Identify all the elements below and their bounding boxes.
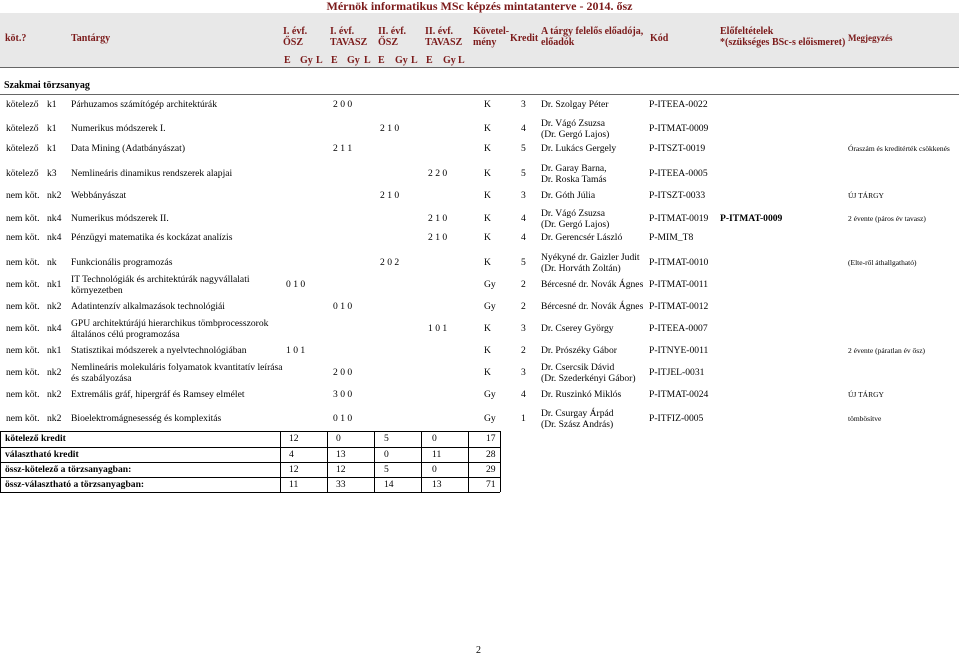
summary-gridline — [468, 431, 469, 492]
table-row — [0, 318, 959, 340]
row-lecturer-line2: (Dr. Gergó Lajos) — [541, 219, 610, 230]
summary-label: össz-választható a törzsanyagban: — [5, 479, 145, 490]
row-code: P-ITEEA-0005 — [649, 168, 708, 179]
row-requirement: K — [484, 123, 491, 134]
row-lecturer-line2: (Dr. Horváth Zoltán) — [541, 263, 621, 274]
summary-value: 11 — [432, 449, 442, 460]
summary-gridline — [374, 431, 375, 492]
summary-gridline — [0, 447, 500, 448]
row-hours: 1 0 1 — [286, 345, 306, 356]
row-note: ÚJ TÁRGY — [848, 390, 884, 399]
summary-value: 33 — [336, 479, 346, 490]
row-kredit: 2 — [521, 345, 526, 356]
row-kredit: 1 — [521, 413, 526, 424]
header-kot: köt.? — [5, 33, 27, 44]
row-kredit: 3 — [521, 99, 526, 110]
row-code: P-ITMAT-0011 — [649, 279, 708, 290]
row-kot: nem köt. — [6, 367, 40, 378]
table-row — [0, 190, 959, 208]
row-kot: nem köt. — [6, 257, 40, 268]
row-name-line2: környezetben — [71, 285, 123, 296]
header-kovetelmeny: Követel- mény — [473, 26, 510, 48]
header-egy-label: L — [458, 55, 465, 66]
row-lecturer: Dr. Lukács Gergely — [541, 143, 617, 154]
row-hours: 2 0 0 — [333, 99, 353, 110]
row-category: nk2 — [47, 301, 62, 312]
row-kot: nem köt. — [6, 389, 40, 400]
row-requirement: K — [484, 345, 491, 356]
row-code: P-ITFIZ-0005 — [649, 413, 704, 424]
row-code: P-ITEEA-0022 — [649, 99, 708, 110]
header-sem2b: II. évf. TAVASZ — [425, 26, 463, 48]
summary-value: 17 — [486, 433, 496, 444]
row-lecturer: Dr. Garay Barna, — [541, 163, 607, 174]
row-hours: 1 0 1 — [428, 323, 448, 334]
row-code: P-ITNYE-0011 — [649, 345, 709, 356]
header-sem2a: II. évf. ŐSZ — [378, 26, 407, 48]
summary-label: össz-kötelező a törzsanyagban: — [5, 464, 132, 475]
row-kot: nem köt. — [6, 279, 40, 290]
row-requirement: Gy — [484, 279, 496, 290]
row-requirement: K — [484, 323, 491, 334]
row-lecturer: Bércesné dr. Novák Ágnes — [541, 279, 644, 290]
row-hours: 2 1 0 — [380, 190, 400, 201]
table-row — [0, 301, 959, 319]
header-egy-label: L — [316, 55, 323, 66]
row-name: Nemlineáris dinamikus rendszerek alapjai — [71, 168, 233, 179]
row-requirement: Gy — [484, 301, 496, 312]
row-note: ÚJ TÁRGY — [848, 191, 884, 200]
row-kredit: 5 — [521, 168, 526, 179]
row-category: nk2 — [47, 190, 62, 201]
row-requirement: Gy — [484, 413, 496, 424]
row-category: nk4 — [47, 232, 62, 243]
row-name: IT Technológiák és architektúrák nagyvállalati — [71, 274, 250, 285]
row-lecturer: Dr. Gerencsér László — [541, 232, 623, 243]
summary-value: 12 — [289, 464, 299, 475]
summary-value: 28 — [486, 449, 496, 460]
divider — [0, 67, 959, 68]
row-name: Funkcionális programozás — [71, 257, 173, 268]
row-lecturer: Dr. Csurgay Árpád — [541, 408, 614, 419]
row-kot: nem köt. — [6, 413, 40, 424]
row-note: tömbösítve — [848, 414, 882, 423]
table-row — [0, 252, 959, 274]
row-code: P-ITMAT-0019 — [649, 213, 709, 224]
header-egy-label: Gy — [395, 55, 408, 66]
row-requirement: K — [484, 257, 491, 268]
header-eloado: A tárgy felelős előadója, előadók — [541, 26, 644, 48]
summary-value: 29 — [486, 464, 496, 475]
summary-label: kötelező kredit — [5, 433, 66, 444]
row-category: nk4 — [47, 213, 62, 224]
row-hours: 3 0 0 — [333, 389, 353, 400]
summary-gridline — [500, 431, 501, 492]
summary-value: 13 — [336, 449, 346, 460]
header-egy-label: E — [426, 55, 433, 66]
row-hours: 2 0 0 — [333, 367, 353, 378]
row-name: Data Mining (Adatbányászat) — [71, 143, 186, 154]
row-kredit: 5 — [521, 257, 526, 268]
header-sem1a: I. évf. ŐSZ — [283, 26, 308, 48]
row-lecturer: Bércesné dr. Novák Ágnes — [541, 301, 644, 312]
row-hours: 0 1 0 — [333, 301, 353, 312]
table-row — [0, 274, 959, 296]
header-egy-label: L — [364, 55, 371, 66]
row-category: nk1 — [47, 345, 62, 356]
summary-value: 12 — [336, 464, 346, 475]
row-kot: nem köt. — [6, 323, 40, 334]
summary-value: 5 — [384, 433, 389, 444]
row-kredit: 4 — [521, 389, 526, 400]
row-name: Nemlineáris molekuláris folyamatok kvantitatív leírása — [71, 362, 283, 373]
header-egy-label: E — [331, 55, 338, 66]
row-requirement: K — [484, 190, 491, 201]
row-lecturer-line2: (Dr. Szász András) — [541, 419, 614, 430]
row-requirement: K — [484, 168, 491, 179]
summary-gridline — [0, 431, 1, 492]
row-name: Pénzügyi matematika és kockázat analízis — [71, 232, 233, 243]
row-category: k3 — [47, 168, 57, 179]
row-kot: nem köt. — [6, 232, 40, 243]
row-category: k1 — [47, 99, 57, 110]
row-prerequisite: P-ITMAT-0009 — [720, 213, 783, 224]
row-lecturer-line2: (Dr. Gergó Lajos) — [541, 129, 610, 140]
row-kredit: 4 — [521, 213, 526, 224]
row-hours: 2 1 0 — [380, 123, 400, 134]
row-code: P-ITMAT-0010 — [649, 257, 709, 268]
row-note: Óraszám és kreditérték csökkenés — [848, 144, 950, 153]
summary-value: 0 — [432, 433, 437, 444]
row-lecturer: Dr. Vágó Zsuzsa — [541, 208, 606, 219]
row-code: P-ITMAT-0009 — [649, 123, 709, 134]
table-row — [0, 345, 959, 363]
row-requirement: K — [484, 367, 491, 378]
row-code: P-ITSZT-0033 — [649, 190, 706, 201]
row-hours: 2 0 2 — [380, 257, 400, 268]
summary-gridline — [0, 462, 500, 463]
summary-label: választható kredit — [5, 449, 79, 460]
summary-value: 14 — [384, 479, 394, 490]
table-row — [0, 232, 959, 250]
row-kot: nem köt. — [6, 301, 40, 312]
row-code: P-MIM_T8 — [649, 232, 694, 243]
row-kredit: 2 — [521, 301, 526, 312]
header-kredit: Kredit — [510, 33, 539, 44]
row-name: Extremális gráf, hipergráf és Ramsey elmélet — [71, 389, 245, 400]
row-lecturer: Dr. Szolgay Péter — [541, 99, 609, 110]
row-hours: 2 1 0 — [428, 232, 448, 243]
table-row — [0, 362, 959, 384]
row-kot: nem köt. — [6, 190, 40, 201]
row-category: nk2 — [47, 367, 62, 378]
row-category: nk2 — [47, 389, 62, 400]
row-kot: kötelező — [6, 143, 39, 154]
table-row — [0, 99, 959, 117]
header-megjegyzes: Megjegyzés — [848, 33, 893, 43]
row-category: nk4 — [47, 323, 62, 334]
row-lecturer: Nyékyné dr. Gaizler Judit — [541, 252, 640, 263]
table-row — [0, 208, 959, 230]
row-category: k1 — [47, 123, 57, 134]
summary-value: 0 — [336, 433, 341, 444]
header-elofeltetel: Előfeltételek *(szükséges BSc-s előismeret) — [720, 26, 846, 48]
header-egy-label: E — [284, 55, 291, 66]
row-hours: 0 1 0 — [333, 413, 353, 424]
row-name: Bioelektromágnesesség és komplexitás — [71, 413, 222, 424]
row-hours: 2 1 1 — [333, 143, 353, 154]
row-kot: kötelező — [6, 123, 39, 134]
row-lecturer: Dr. Cserey György — [541, 323, 614, 334]
row-kot: kötelező — [6, 168, 39, 179]
row-kredit: 5 — [521, 143, 526, 154]
page-title: Mérnök informatikus MSc képzés mintatanterve - 2014. ősz — [326, 0, 633, 13]
table-row — [0, 408, 959, 430]
summary-gridline — [280, 431, 281, 492]
row-lecturer: Dr. Góth Júlia — [541, 190, 596, 201]
row-requirement: K — [484, 143, 491, 154]
row-kredit: 4 — [521, 232, 526, 243]
row-requirement: K — [484, 232, 491, 243]
row-kredit: 3 — [521, 190, 526, 201]
table-row — [0, 118, 959, 140]
row-name: Numerikus módszerek II. — [71, 213, 169, 224]
row-name: Párhuzamos számítógép architektúrák — [71, 99, 217, 110]
row-kot: kötelező — [6, 99, 39, 110]
summary-value: 0 — [432, 464, 437, 475]
header-kod: Kód — [650, 33, 669, 44]
row-code: P-ITJEL-0031 — [649, 367, 705, 378]
summary-value: 11 — [289, 479, 299, 490]
row-name-line2: és szabályozása — [71, 373, 132, 384]
row-kredit: 4 — [521, 123, 526, 134]
summary-value: 0 — [384, 449, 389, 460]
table-header — [0, 13, 959, 67]
row-kredit: 3 — [521, 367, 526, 378]
row-requirement: K — [484, 99, 491, 110]
header-egy-label: L — [411, 55, 418, 66]
header-egy-label: Gy — [443, 55, 456, 66]
row-name: GPU architektúrájú hierarchikus tömbprocesszorok — [71, 318, 269, 329]
summary-gridline — [327, 431, 328, 492]
summary-value: 13 — [432, 479, 442, 490]
row-kot: nem köt. — [6, 345, 40, 356]
row-kot: nem köt. — [6, 213, 40, 224]
row-code: P-ITMAT-0012 — [649, 301, 709, 312]
row-name: Statisztikai módszerek a nyelvtechnológiában — [71, 345, 247, 356]
row-lecturer: Dr. Vágó Zsuzsa — [541, 118, 606, 129]
header-egy-label: E — [378, 55, 385, 66]
table-row — [0, 389, 959, 407]
header-egy-label: Gy — [300, 55, 313, 66]
table-row — [0, 163, 959, 185]
summary-gridline — [421, 431, 422, 492]
row-category: k1 — [47, 143, 57, 154]
row-lecturer: Dr. Ruszinkó Miklós — [541, 389, 622, 400]
header-sem1b: I. évf. TAVASZ — [330, 26, 368, 48]
row-requirement: K — [484, 213, 491, 224]
row-lecturer-line2: Dr. Roska Tamás — [541, 174, 607, 185]
row-name: Webbányászat — [71, 190, 127, 201]
summary-gridline — [0, 477, 500, 478]
page-number: 2 — [476, 645, 481, 656]
row-note: 2 évente (páros év tavasz) — [848, 214, 926, 223]
row-category: nk2 — [47, 413, 62, 424]
row-category: nk1 — [47, 279, 62, 290]
divider — [0, 94, 959, 95]
row-hours: 0 1 0 — [286, 279, 306, 290]
section-title: Szakmai törzsanyag — [4, 80, 90, 91]
row-code: P-ITSZT-0019 — [649, 143, 706, 154]
summary-gridline — [0, 431, 500, 432]
row-hours: 2 1 0 — [428, 213, 448, 224]
row-code: P-ITMAT-0024 — [649, 389, 709, 400]
row-requirement: Gy — [484, 389, 496, 400]
row-code: P-ITEEA-0007 — [649, 323, 708, 334]
table-row — [0, 143, 959, 161]
summary-gridline — [0, 492, 500, 493]
row-kredit: 2 — [521, 279, 526, 290]
row-lecturer: Dr. Csercsik Dávid — [541, 362, 615, 373]
summary-value: 71 — [486, 479, 496, 490]
row-name: Adatintenzív alkalmazások technológiái — [71, 301, 225, 312]
header-tantargy: Tantárgy — [71, 33, 111, 44]
summary-value: 5 — [384, 464, 389, 475]
summary-value: 4 — [289, 449, 294, 460]
row-kredit: 3 — [521, 323, 526, 334]
row-category: nk — [47, 257, 57, 268]
header-egy-label: Gy — [347, 55, 360, 66]
row-hours: 2 2 0 — [428, 168, 448, 179]
row-note: (Elte-ről áthallgatható) — [848, 258, 917, 267]
row-lecturer: Dr. Prószéky Gábor — [541, 345, 617, 356]
row-name-line2: általános célú programozása — [71, 329, 180, 340]
row-note: 2 évente (páratlan év ősz) — [848, 346, 926, 355]
row-name: Numerikus módszerek I. — [71, 123, 166, 134]
row-lecturer-line2: (Dr. Szederkényi Gábor) — [541, 373, 636, 384]
summary-value: 12 — [289, 433, 299, 444]
